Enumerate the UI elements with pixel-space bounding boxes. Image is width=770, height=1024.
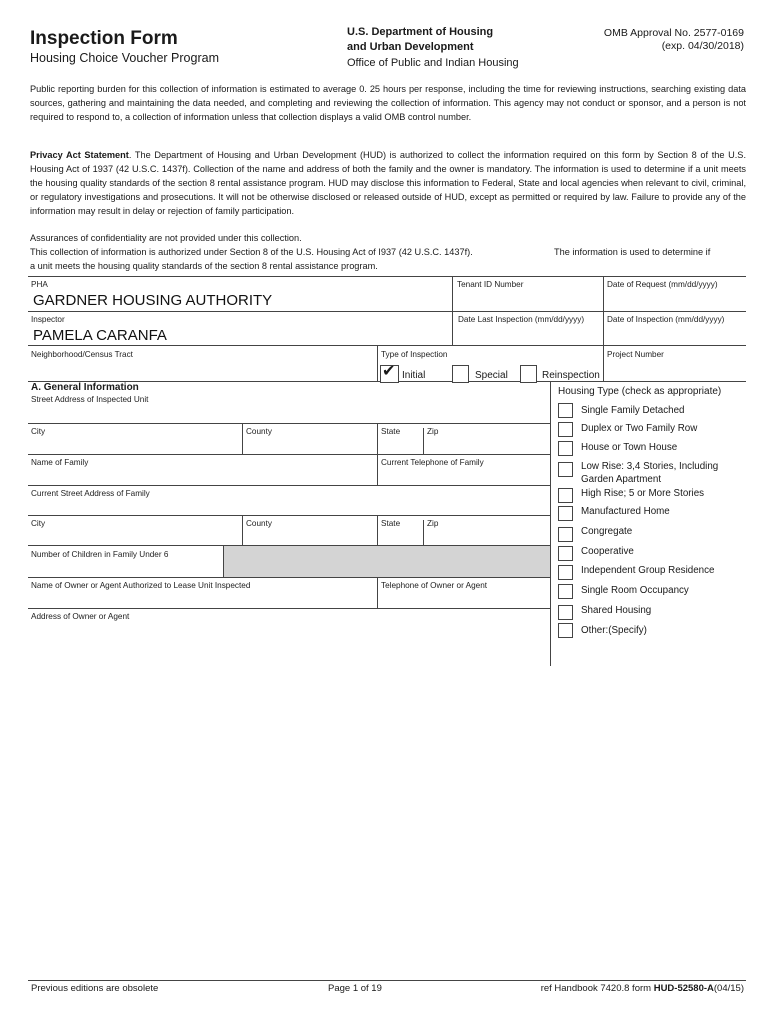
single-family-checkbox[interactable] — [558, 403, 573, 418]
street-address-label: Street Address of Inspected Unit — [31, 395, 149, 404]
grid-line — [28, 454, 550, 455]
section-divider — [550, 381, 551, 666]
state2-label: State — [381, 519, 401, 528]
children-label: Number of Children in Family Under 6 — [31, 550, 169, 559]
date-of-request-label: Date of Request (mm/dd/yyyy) — [607, 280, 718, 289]
omb-approval: OMB Approval No. 2577-0169 — [603, 27, 744, 39]
other-checkbox[interactable] — [558, 623, 573, 638]
congregate-label: Congregate — [581, 526, 633, 537]
form-title: Inspection Form — [30, 28, 178, 49]
department-line-1: U.S. Department of Housing — [347, 26, 494, 38]
duplex-label: Duplex or Two Family Row — [581, 423, 698, 434]
inspector-value[interactable]: PAMELA CARANFA — [33, 327, 167, 344]
zip-label: Zip — [427, 427, 439, 436]
low-rise-checkbox[interactable] — [558, 462, 573, 477]
footer-ref-prefix: ref Handbook 7420.8 form — [540, 983, 654, 994]
single-room-label: Single Room Occupancy — [581, 585, 689, 596]
grid-line — [452, 311, 453, 345]
reinspection-checkbox[interactable] — [520, 365, 537, 383]
owner-phone-label: Telephone of Owner or Agent — [381, 581, 488, 590]
low-rise-label: Low Rise: 3,4 Stories, Including — [581, 461, 719, 472]
burden-statement: Public reporting burden for this collection of information is estimated to average 0. 25 hours per response, including the time for reviewing instructions, searching existing data sources, gathering and maintaining the data needed, and completing and reviewing the collection of information. This agency may not conduct or sponsor, and a person is not required to respond to, a collection of information unless that collection displays a valid OMB control number. — [30, 84, 746, 122]
grid-line — [28, 345, 746, 346]
footer-form-reference — [541, 983, 744, 994]
duplex-checkbox[interactable] — [558, 422, 573, 437]
grid-line — [28, 276, 746, 277]
neighborhood-label: Neighborhood/Census Tract — [31, 350, 133, 359]
pha-label: PHA — [31, 280, 48, 289]
pha-value[interactable]: GARDNER HOUSING AUTHORITY — [33, 292, 273, 309]
garden-apartment-label: Garden Apartment — [581, 474, 662, 485]
special-label: Special — [475, 370, 508, 381]
tenant-id-label: Tenant ID Number — [457, 280, 524, 289]
initial-checkbox[interactable] — [380, 365, 399, 383]
check-mark-icon: ✔ — [382, 363, 396, 380]
date-last-inspection-label: Date Last Inspection (mm/dd/yyyy) — [458, 315, 585, 324]
grid-line — [423, 428, 424, 454]
manufactured-home-checkbox[interactable] — [558, 506, 573, 521]
grid-line — [28, 577, 550, 578]
omb-expiration: (exp. 04/30/2018) — [661, 40, 744, 52]
shared-housing-label: Shared Housing — [581, 605, 652, 616]
department-line-2: and Urban Development — [347, 41, 474, 53]
family-street-label: Current Street Address of Family — [31, 489, 150, 498]
town-house-label: House or Town House — [581, 442, 678, 453]
single-room-checkbox[interactable] — [558, 584, 573, 599]
initial-label: Initial — [402, 370, 426, 381]
high-rise-checkbox[interactable] — [558, 488, 573, 503]
congregate-checkbox[interactable] — [558, 527, 573, 542]
date-of-inspection-label: Date of Inspection (mm/dd/yyyy) — [607, 315, 725, 324]
state-label: State — [381, 427, 401, 436]
privacy-text: . The Department of Housing and Urban Development (HUD) is authorized to collect the information required on this form by Section 8 of the U.S. Housing Act of 1937 (42 U.S.C. 1437f). Collection of the name and address of both the family and the owner is mandatory. The information is used to determine if a unit meets the housing quality standards of the section 8 rental assistance program. HUD may disclose this information to Federal, State and local agencies when relevant to civil, criminal, or regulatory investigations and prosecutions. It will not be otherwise disclosed or released outside of HUD, except as permitted or required by law. Failure to provide any of the information may result in delay or rejection of family participation. — [30, 150, 746, 216]
single-family-label: Single Family Detached — [581, 405, 685, 416]
inspector-label: Inspector — [31, 315, 65, 324]
zip2-label: Zip — [427, 519, 439, 528]
special-checkbox[interactable] — [452, 365, 469, 383]
cooperative-label: Cooperative — [581, 546, 634, 557]
grid-line — [28, 311, 746, 312]
assurance-line-2a: This collection of information is authorized under Section 8 of the U.S. Housing Act of I937 (42 U.S.C. 1437f). — [30, 247, 473, 257]
assurance-line-3: a unit meets the housing quality standards of the section 8 rental assistance program. — [30, 261, 378, 271]
owner-address-label: Address of Owner or Agent — [31, 612, 130, 621]
grid-line — [452, 276, 453, 311]
type-of-inspection-label: Type of Inspection — [381, 350, 448, 359]
grid-line — [28, 423, 550, 424]
footer-obsolete-note: Previous editions are obsolete — [31, 983, 159, 994]
grid-line — [377, 577, 378, 608]
high-rise-label: High Rise; 5 or More Stories — [581, 488, 705, 499]
department-line-3: Office of Public and Indian Housing — [347, 57, 519, 69]
family-name-label: Name of Family — [31, 458, 89, 467]
grid-line — [28, 515, 550, 516]
grid-line — [423, 520, 424, 545]
grid-line — [603, 276, 604, 381]
owner-name-label: Name of Owner or Agent Authorized to Lease Unit Inspected — [31, 581, 251, 590]
project-number-label: Project Number — [607, 350, 664, 359]
reinspection-label: Reinspection — [542, 370, 600, 381]
assurance-line-2b: The information is used to determine if — [554, 247, 711, 257]
other-label: Other:(Specify) — [581, 625, 647, 636]
county-label: County — [246, 427, 272, 436]
grid-line — [242, 515, 243, 545]
footer-rule — [28, 980, 746, 981]
grid-line — [377, 423, 378, 454]
county2-label: County — [246, 519, 272, 528]
grid-line — [242, 423, 243, 454]
program-subtitle: Housing Choice Voucher Program — [30, 51, 219, 65]
shared-housing-checkbox[interactable] — [558, 605, 573, 620]
grid-line — [28, 608, 550, 609]
privacy-heading: Privacy Act Statement — [30, 150, 129, 160]
independent-group-checkbox[interactable] — [558, 565, 573, 580]
city2-label: City — [31, 519, 46, 528]
housing-type-heading: Housing Type (check as appropriate) — [558, 386, 722, 397]
town-house-checkbox[interactable] — [558, 441, 573, 456]
grid-line — [377, 454, 378, 485]
city-label: City — [31, 427, 46, 436]
footer-page-number: Page 1 of 19 — [328, 983, 382, 994]
independent-group-label: Independent Group Residence — [581, 565, 715, 576]
section-a-heading: A. General Information — [31, 382, 139, 393]
grid-line — [223, 545, 224, 577]
manufactured-home-label: Manufactured Home — [581, 506, 670, 517]
privacy-act-statement — [30, 148, 746, 218]
children-shaded-field — [223, 546, 550, 577]
family-phone-label: Current Telephone of Family — [381, 458, 484, 467]
cooperative-checkbox[interactable] — [558, 546, 573, 561]
assurance-line-1: Assurances of confidentiality are not provided under this collection. — [30, 233, 302, 243]
grid-line — [377, 515, 378, 545]
footer-form-number: HUD-52580-A — [653, 983, 714, 994]
grid-line — [28, 485, 550, 486]
grid-line — [377, 345, 378, 381]
footer-form-date: (04/15) — [713, 983, 744, 994]
